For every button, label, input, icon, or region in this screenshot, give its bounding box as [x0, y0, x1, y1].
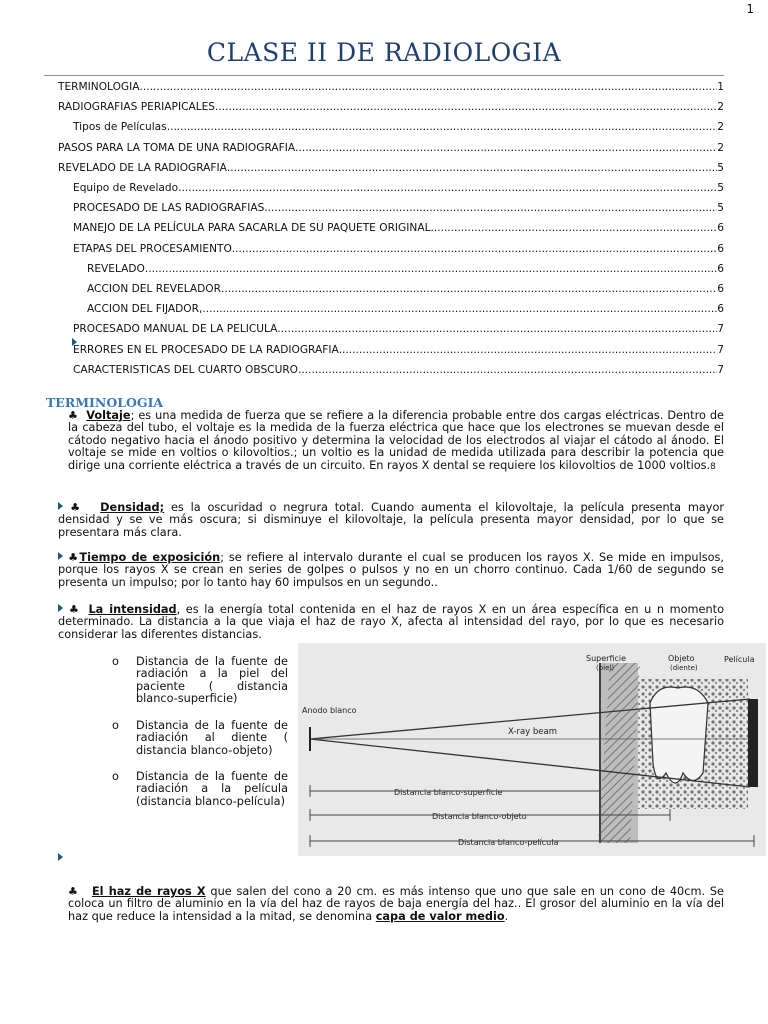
label-dist-superficie: Distancia blanco-superficie [394, 788, 503, 797]
toc-item[interactable]: PROCESADO DE LAS RADIOGRAFIAS ..... 5 [58, 198, 724, 218]
distance-item: o Distancia de la fuente de radiación al diente ( distancia blanco-objeto) [112, 719, 288, 757]
distance-item: o Distancia de la fuente de radiación a la piel del paciente ( distancia blanco-superficie) [112, 655, 288, 706]
toc-item[interactable]: TERMINOLOGIA ..... 1 [58, 77, 724, 97]
toc-item[interactable]: RADIOGRAFIAS PERIAPICALES ..... 2 [58, 97, 724, 117]
label-dist-objeto: Distancia blanco-objeto [432, 812, 527, 821]
club-bullet-icon: ♣ [67, 603, 81, 616]
toc-item[interactable]: REVELADO DE LA RADIOGRAFIA ..... 5 [58, 158, 724, 178]
paragraph-tiempo: ♣Tiempo de exposición; se refiere al intervalo durante el cual se producen los rayos X. Se mide en impulsos, porque los rayos X se crean en series de golpes o pulsos y no en un chorro continuo. Cada 1/60 de segundo se presenta un impulso; por lo tanto hay 60 impulsos en un segundo.. [58, 551, 724, 589]
page-number: 1 [746, 2, 754, 16]
toc-item[interactable]: ACCION DEL REVELADOR ..... 6 [58, 279, 724, 299]
label-anodo: Anodo blanco [302, 706, 357, 715]
section-heading: TERMINOLOGIA [46, 395, 164, 410]
club-bullet-icon: ♣ [68, 885, 80, 898]
arrow-icon [58, 853, 63, 861]
film-bar [748, 699, 758, 787]
toc-item[interactable]: PASOS PARA LA TOMA DE UNA RADIOGRAFIA ..... 2 [58, 138, 724, 158]
paragraph-voltaje: ♣ Voltaje; es una medida de fuerza que se refiere a la diferencia probable entre dos cargas eléctricas. Dentro de la cabeza del tubo, el voltaje es la medida de la fuerza eléctrica que hace que los electrones se muevan desde el cátodo negativo hacia el ánodo positivo y determina la velocidad de los electrodos al viajar el cátodo al ánodo. El voltaje se mide en voltios o kilovoltios.; un voltio es la unidad de medida utilizada para describir la potencia que dirige una corriente eléctrica a través de un circuito. En rayos X dental se requiere los kilovoltios de 1000 voltios.8 [68, 409, 724, 472]
label-dist-pelicula: Distancia blanco-película [458, 838, 559, 847]
document-title: CLASE II DE RADIOLOGIA [206, 38, 562, 67]
paragraph-haz: ♣ El haz de rayos X que salen del cono a 20 cm. es más intenso que uno que sale en un cono de 40cm. Se coloca un filtro de aluminio en la vía del haz de rayos de baja energía del haz.. El grosor del aluminio en la vía del haz que reduce la intensidad a la mitad, se denomina capa de valor medio. [68, 885, 724, 923]
label-piel: (piel) [596, 664, 615, 672]
club-bullet-icon: ♣ [68, 409, 79, 422]
toc-item[interactable]: Equipo de Revelado ..... 5 [58, 178, 724, 198]
toc-item[interactable]: PROCESADO MANUAL DE LA PELICULA ..... 7 [58, 319, 724, 339]
toc-item[interactable]: REVELADO ..... 6 [58, 259, 724, 279]
toc-item[interactable]: ACCION DEL FIJADOR, ..... 6 [58, 299, 724, 319]
club-bullet-icon: ♣ [67, 551, 80, 564]
label-pelicula: Película [724, 655, 755, 664]
label-superficie: Superficie [586, 654, 627, 663]
toc-item[interactable]: CARACTERISTICAS DEL CUARTO OBSCURO ..... 7 [58, 360, 724, 380]
toc-item[interactable]: Tipos de Películas ..... 2 [58, 117, 724, 137]
toc-item[interactable]: ETAPAS DEL PROCESAMIENTO ..... 6 [58, 239, 724, 259]
arrow-icon [58, 502, 63, 510]
arrow-icon [58, 604, 63, 612]
xray-distance-diagram [298, 643, 766, 856]
cursor-arrow-icon [72, 338, 77, 346]
toc-item[interactable]: ERRORES EN EL PROCESADO DE LA RADIOGRAFIA ..... 7 [58, 339, 724, 359]
title-rule [44, 75, 724, 76]
xray-distance-figure [298, 643, 766, 856]
toc-item[interactable]: MANEJO DE LA PELÍCULA PARA SACARLA DE SU PAQUETE ORIGINAL ..... 6 [58, 218, 724, 238]
paragraph-densidad: ♣ Densidad; es la oscuridad o negrura total. Cuando aumenta el kilovoltaje, la película presenta mayor densidad y se ve más oscura; si disminuye el kilovoltaje, la película presenta mayor densidad, por lo que se presentara más clara. [58, 501, 724, 539]
arrow-icon [58, 552, 63, 560]
label-beam: X-ray beam [508, 727, 558, 737]
club-bullet-icon: ♣ [67, 501, 84, 514]
table-of-contents [58, 77, 724, 380]
label-objeto: Objeto [668, 654, 695, 663]
label-diente: (diente) [670, 664, 698, 672]
paragraph-intensidad: ♣ La intensidad, es la energía total contenida en el haz de rayos X en un área específica en u n momento determinado. La distancia a la que viaja el haz de rayo X, afecta al intensidad del rayo, por lo que es necesario considerar las diferentes distancias. [58, 603, 724, 641]
distance-item: o Distancia de la fuente de radiación a la película (distancia blanco-película) [112, 770, 288, 808]
